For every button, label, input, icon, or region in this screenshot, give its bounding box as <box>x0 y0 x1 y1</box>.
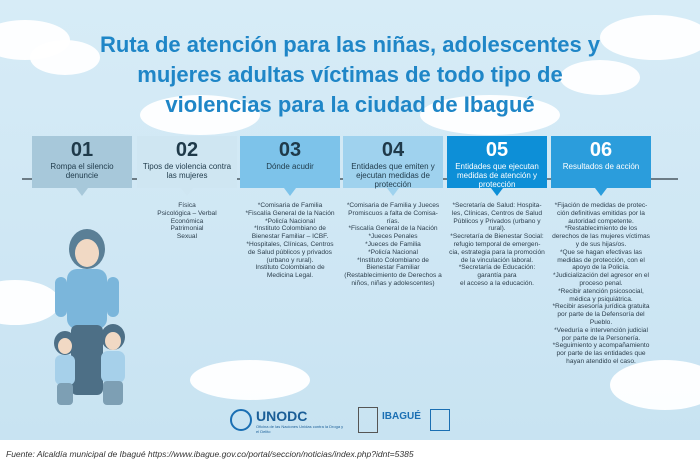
content-line: proceso penal. <box>579 279 623 287</box>
content-line: *Instituto Colombiano de <box>254 225 326 233</box>
step-number: 05 <box>485 139 509 161</box>
content-line: Medicina Legal. <box>266 272 314 280</box>
step-06 <box>551 136 651 366</box>
content-line: *Jueces de Familia <box>365 240 421 248</box>
step-05 <box>447 136 547 288</box>
content-line: *Seguimiento y acompañamiento <box>552 342 650 350</box>
step-tab <box>447 136 547 188</box>
content-line: Sexual <box>176 233 198 241</box>
step-number: 02 <box>175 139 199 161</box>
content-line: *Que se hagan efectivas las <box>559 248 643 256</box>
content-line: *Judicialización del agresor en el <box>552 272 650 280</box>
content-line: Patrimonial <box>170 225 204 233</box>
content-line: *Fijación de medidas de protec- <box>554 202 648 209</box>
step-number: 03 <box>278 139 302 161</box>
content-line: niños, niñas y adolescentes) <box>351 279 435 287</box>
ibague-seal-icon <box>358 407 378 433</box>
content-line: de Salud públicos y privados <box>248 248 332 256</box>
content-line: Económica <box>170 217 204 225</box>
step-tab <box>137 136 237 188</box>
content-line: y de sus hijas/os. <box>575 240 627 248</box>
content-line: hayan atendido el caso. <box>566 357 636 365</box>
content-line: Bienestar Familiar – ICBF. <box>251 233 329 241</box>
content-line: *Restablecimiento de los <box>564 225 638 233</box>
content-line: garantía para <box>477 272 517 280</box>
step-01 <box>32 136 132 188</box>
content-line: Promiscuos a falta de Comisa- <box>348 209 438 217</box>
content-line: *Instituto Colombiano de <box>357 256 429 264</box>
content-line: *Jueces Penales <box>368 233 418 241</box>
content-line: por parte de las entidades que <box>556 350 646 358</box>
content-line: ción definitivas emitidas por la <box>557 209 645 217</box>
content-line: refugio temporal de emergen- <box>453 240 541 248</box>
content-line: Psicológica – Verbal <box>157 209 217 217</box>
content-line: apoyo de la Policía. <box>572 264 630 272</box>
content-line: *Hospitales, Clínicas, Centros <box>246 240 334 248</box>
step-content <box>447 202 547 288</box>
step-tab <box>32 136 132 188</box>
content-line: les, Clínicas, Centros de Salud <box>451 209 543 217</box>
content-line: *Secretaría de Educación: <box>458 264 536 272</box>
cloud-decoration <box>610 360 700 410</box>
title-line: Ruta de atención para las niñas, adolescentes y <box>99 32 601 57</box>
content-line: cia, estrategia para la promoción <box>449 248 545 256</box>
content-line: medidas de protección, con el <box>557 256 645 264</box>
partner-logo-icon <box>430 409 450 431</box>
content-line: Públicos y Privados (urbano y <box>453 217 541 225</box>
content-line: por parte de la Defensoría del <box>557 311 645 319</box>
step-label: Tipos de violencia contra las mujeres <box>142 162 232 180</box>
content-line: por parte de la Personería. <box>561 334 641 342</box>
content-line: médica y psiquiátrica. <box>569 295 633 303</box>
title-line: mujeres adultas víctimas de todo tipo de <box>137 62 563 87</box>
content-line: Bienestar Familiar <box>366 264 420 272</box>
content-line: Física <box>178 202 196 209</box>
content-line: rías. <box>386 217 400 225</box>
content-line: rural). <box>488 225 506 233</box>
title-line: violencias para la ciudad de Ibagué <box>165 92 535 117</box>
content-line: *Secretaría de Salud: Hospita- <box>452 202 542 209</box>
step-tab <box>551 136 651 188</box>
content-line: *Secretaría de Bienestar Social: <box>450 233 544 241</box>
content-line: (urbano y rural). <box>266 256 314 264</box>
step-number: 06 <box>589 139 613 161</box>
content-line: de la vinculación laboral. <box>460 256 534 264</box>
content-line: *Policía Nacional <box>368 248 418 256</box>
step-label: Entidades que ejecutan medidas de atención y protección <box>455 162 539 189</box>
content-line: *Comisaria de Familia <box>257 202 323 209</box>
content-line: (Restablecimiento de Derechos a <box>344 272 442 280</box>
step-tab <box>240 136 340 188</box>
step-02 <box>137 136 237 241</box>
step-content <box>343 202 443 288</box>
unodc-subtitle: Oficina de las Naciones Unidas contra la Droga y el Delito <box>256 424 344 434</box>
step-content <box>240 202 340 280</box>
content-line: *Recibir asesoría jurídica gratuita <box>552 303 650 311</box>
content-line: Pueblo. <box>589 318 613 326</box>
un-emblem-icon <box>230 409 252 431</box>
content-line: derechos de las mujeres víctimas <box>552 233 650 241</box>
cloud-decoration <box>190 360 310 400</box>
source-caption: Fuente: Alcaldía municipal de Ibagué https://www.ibague.gov.co/portal/seccion/noticias/index.php?idnt=5385 <box>6 449 414 459</box>
step-03 <box>240 136 340 280</box>
content-line: el acceso a la educación. <box>459 279 535 287</box>
content-line: *Recibir atención psicosocial, <box>558 287 644 295</box>
ibague-logo: IBAGUÉ <box>382 411 421 422</box>
content-line: Instituto Colombiano de <box>255 264 325 272</box>
family-illustration <box>45 225 145 410</box>
logos-bar <box>230 405 490 435</box>
unodc-logo: UNODC <box>256 408 308 424</box>
content-line: *Veeduría e intervención judicial <box>554 326 648 334</box>
content-line: *Fiscalía General de la Nación <box>348 225 438 233</box>
step-label: Resultados de acción <box>562 162 640 171</box>
content-line: autoridad competente. <box>568 217 634 225</box>
step-content <box>551 202 651 366</box>
step-label: Entidades que emiten y ejecutan medidas de protección <box>351 162 435 189</box>
step-number: 04 <box>381 139 405 161</box>
step-label: Rompa el silencio denuncie <box>50 162 114 180</box>
poster-title <box>40 30 660 120</box>
step-label: Dónde acudir <box>266 162 314 171</box>
step-tab <box>343 136 443 188</box>
content-line: *Comisaria de Familia y Jueces <box>346 202 440 209</box>
step-number: 01 <box>70 139 94 161</box>
content-line: *Policía Nacional <box>265 217 315 225</box>
step-04 <box>343 136 443 288</box>
content-line: *Fiscalía General de la Nación <box>245 209 335 217</box>
step-content <box>137 202 237 241</box>
